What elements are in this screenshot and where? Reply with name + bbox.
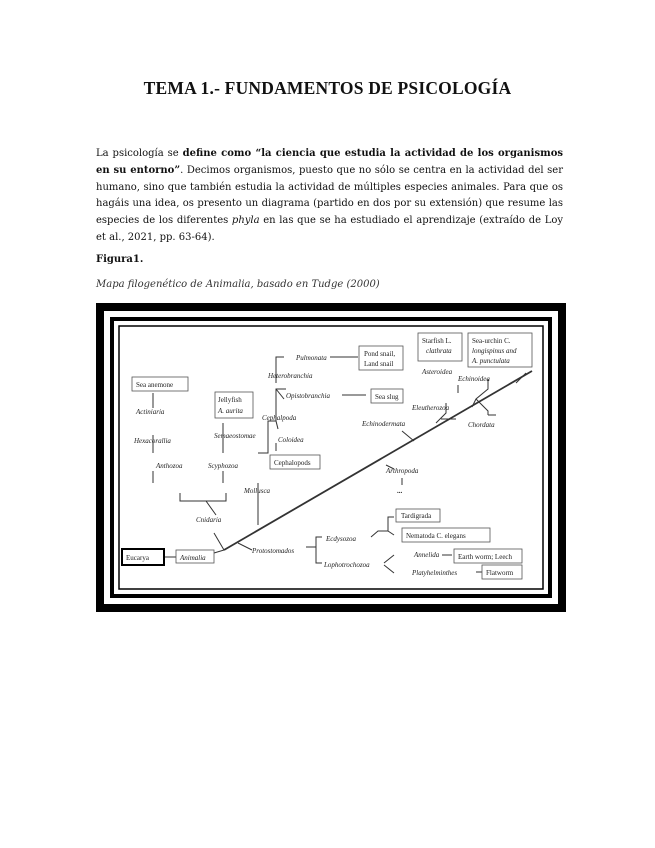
para-phyla: phyla	[231, 215, 260, 227]
label-jellyfish-2: A. aurita	[218, 407, 243, 415]
label-seaurchin-2: longispinus and	[472, 347, 517, 355]
label-mollusca: Mollusca	[244, 487, 271, 495]
label-chordata: Chordata	[468, 421, 495, 429]
page-title: TEMA 1.- FUNDAMENTOS DE PSICOLOGÍA	[143, 78, 512, 98]
para-text-1: La psicología se	[96, 148, 183, 159]
label-lophotrochozoa: Lophotrochozoa	[324, 561, 370, 569]
label-anthozoa: Anthozoa	[156, 462, 183, 470]
label-pond-snail-2: Land snail	[364, 360, 394, 368]
label-annelida: Annelida	[414, 551, 440, 559]
label-hexacorallia: Hexacorallia	[134, 437, 171, 445]
label-actiniaria: Actiniaria	[136, 408, 165, 416]
label-eleutherozoa: Eleutherozoa	[412, 404, 450, 412]
label-jellyfish-1: Jellyfish	[218, 396, 242, 404]
label-starfish-1: Starfish L.	[422, 337, 452, 345]
label-asteroidea: Asteroidea	[422, 368, 453, 376]
para-definition: define como “la ciencia que estudia la actividad de los organismos en su entorno”	[96, 148, 563, 176]
label-scyphozoa: Scyphozoa	[208, 462, 238, 470]
label-eucarya: Eucarya	[126, 554, 149, 562]
label-protostomados: Protostomados	[252, 547, 295, 555]
label-opistobranchia: Opistobranchia	[286, 392, 330, 400]
label-flatworm: Flatworm	[486, 569, 514, 577]
label-cephalopoda: Cephalpoda	[262, 414, 297, 422]
label-dots: ...	[397, 487, 403, 495]
phylogenetic-figure	[96, 303, 566, 612]
label-sea-anemone: Sea anemone	[136, 381, 174, 389]
para-text-5: en las que se ha estudiado el aprendizaje (extraído de Loy et al., 2021, pp. 63-64).	[96, 215, 564, 243]
label-platyhelminthes: Platyhelminthes	[412, 569, 458, 577]
label-arthropoda: Arthropoda	[386, 467, 419, 475]
label-pond-snail-1: Pond snail,	[364, 350, 396, 358]
label-sea-slug: Sea slug	[375, 393, 399, 401]
label-animalia: Animalia	[180, 554, 206, 562]
label-echinodermata: Echinodermata	[362, 420, 406, 428]
para-text-3: . Decimos organismos, puesto que no sólo se centra en la actividad del ser humano, sino que también estudia la actividad de múltiples especies animales. Para que os hagáis una idea, os presento un diagrama (partido en dos por su extensión) que resume las especies de los diferentes	[96, 164, 563, 227]
label-semaeostomae: Semaeostomae	[214, 432, 256, 440]
figure-caption: Mapa filogenético de Animalia, basado en Tudge (2000)	[96, 279, 380, 290]
label-echinoidea: Echinoidea	[458, 375, 490, 383]
intro-paragraph	[96, 146, 563, 247]
phylogenetic-diagram	[96, 303, 566, 612]
label-pulmonata: Pulmonata	[296, 354, 327, 362]
label-earthworm: Earth worm; Leech	[458, 553, 513, 561]
label-seaurchin-1: Sea-urchin C.	[472, 337, 511, 345]
figure-label: Figura1.	[96, 254, 144, 265]
label-heterobranchia: Heterobranchia	[268, 372, 313, 380]
label-starfish-2: clathrata	[426, 347, 452, 355]
label-cnidaria: Cnidaria	[196, 516, 222, 524]
label-coloidea: Coloidea	[278, 436, 304, 444]
label-tardigrada: Tardigrada	[401, 512, 432, 520]
label-ecdysozoa: Ecdysozoa	[326, 535, 356, 543]
label-seaurchin-3: A. punctulata	[472, 357, 510, 365]
label-nematoda: Nematoda C. elegans	[406, 532, 466, 540]
label-cephalopods: Cephalopods	[274, 459, 311, 467]
